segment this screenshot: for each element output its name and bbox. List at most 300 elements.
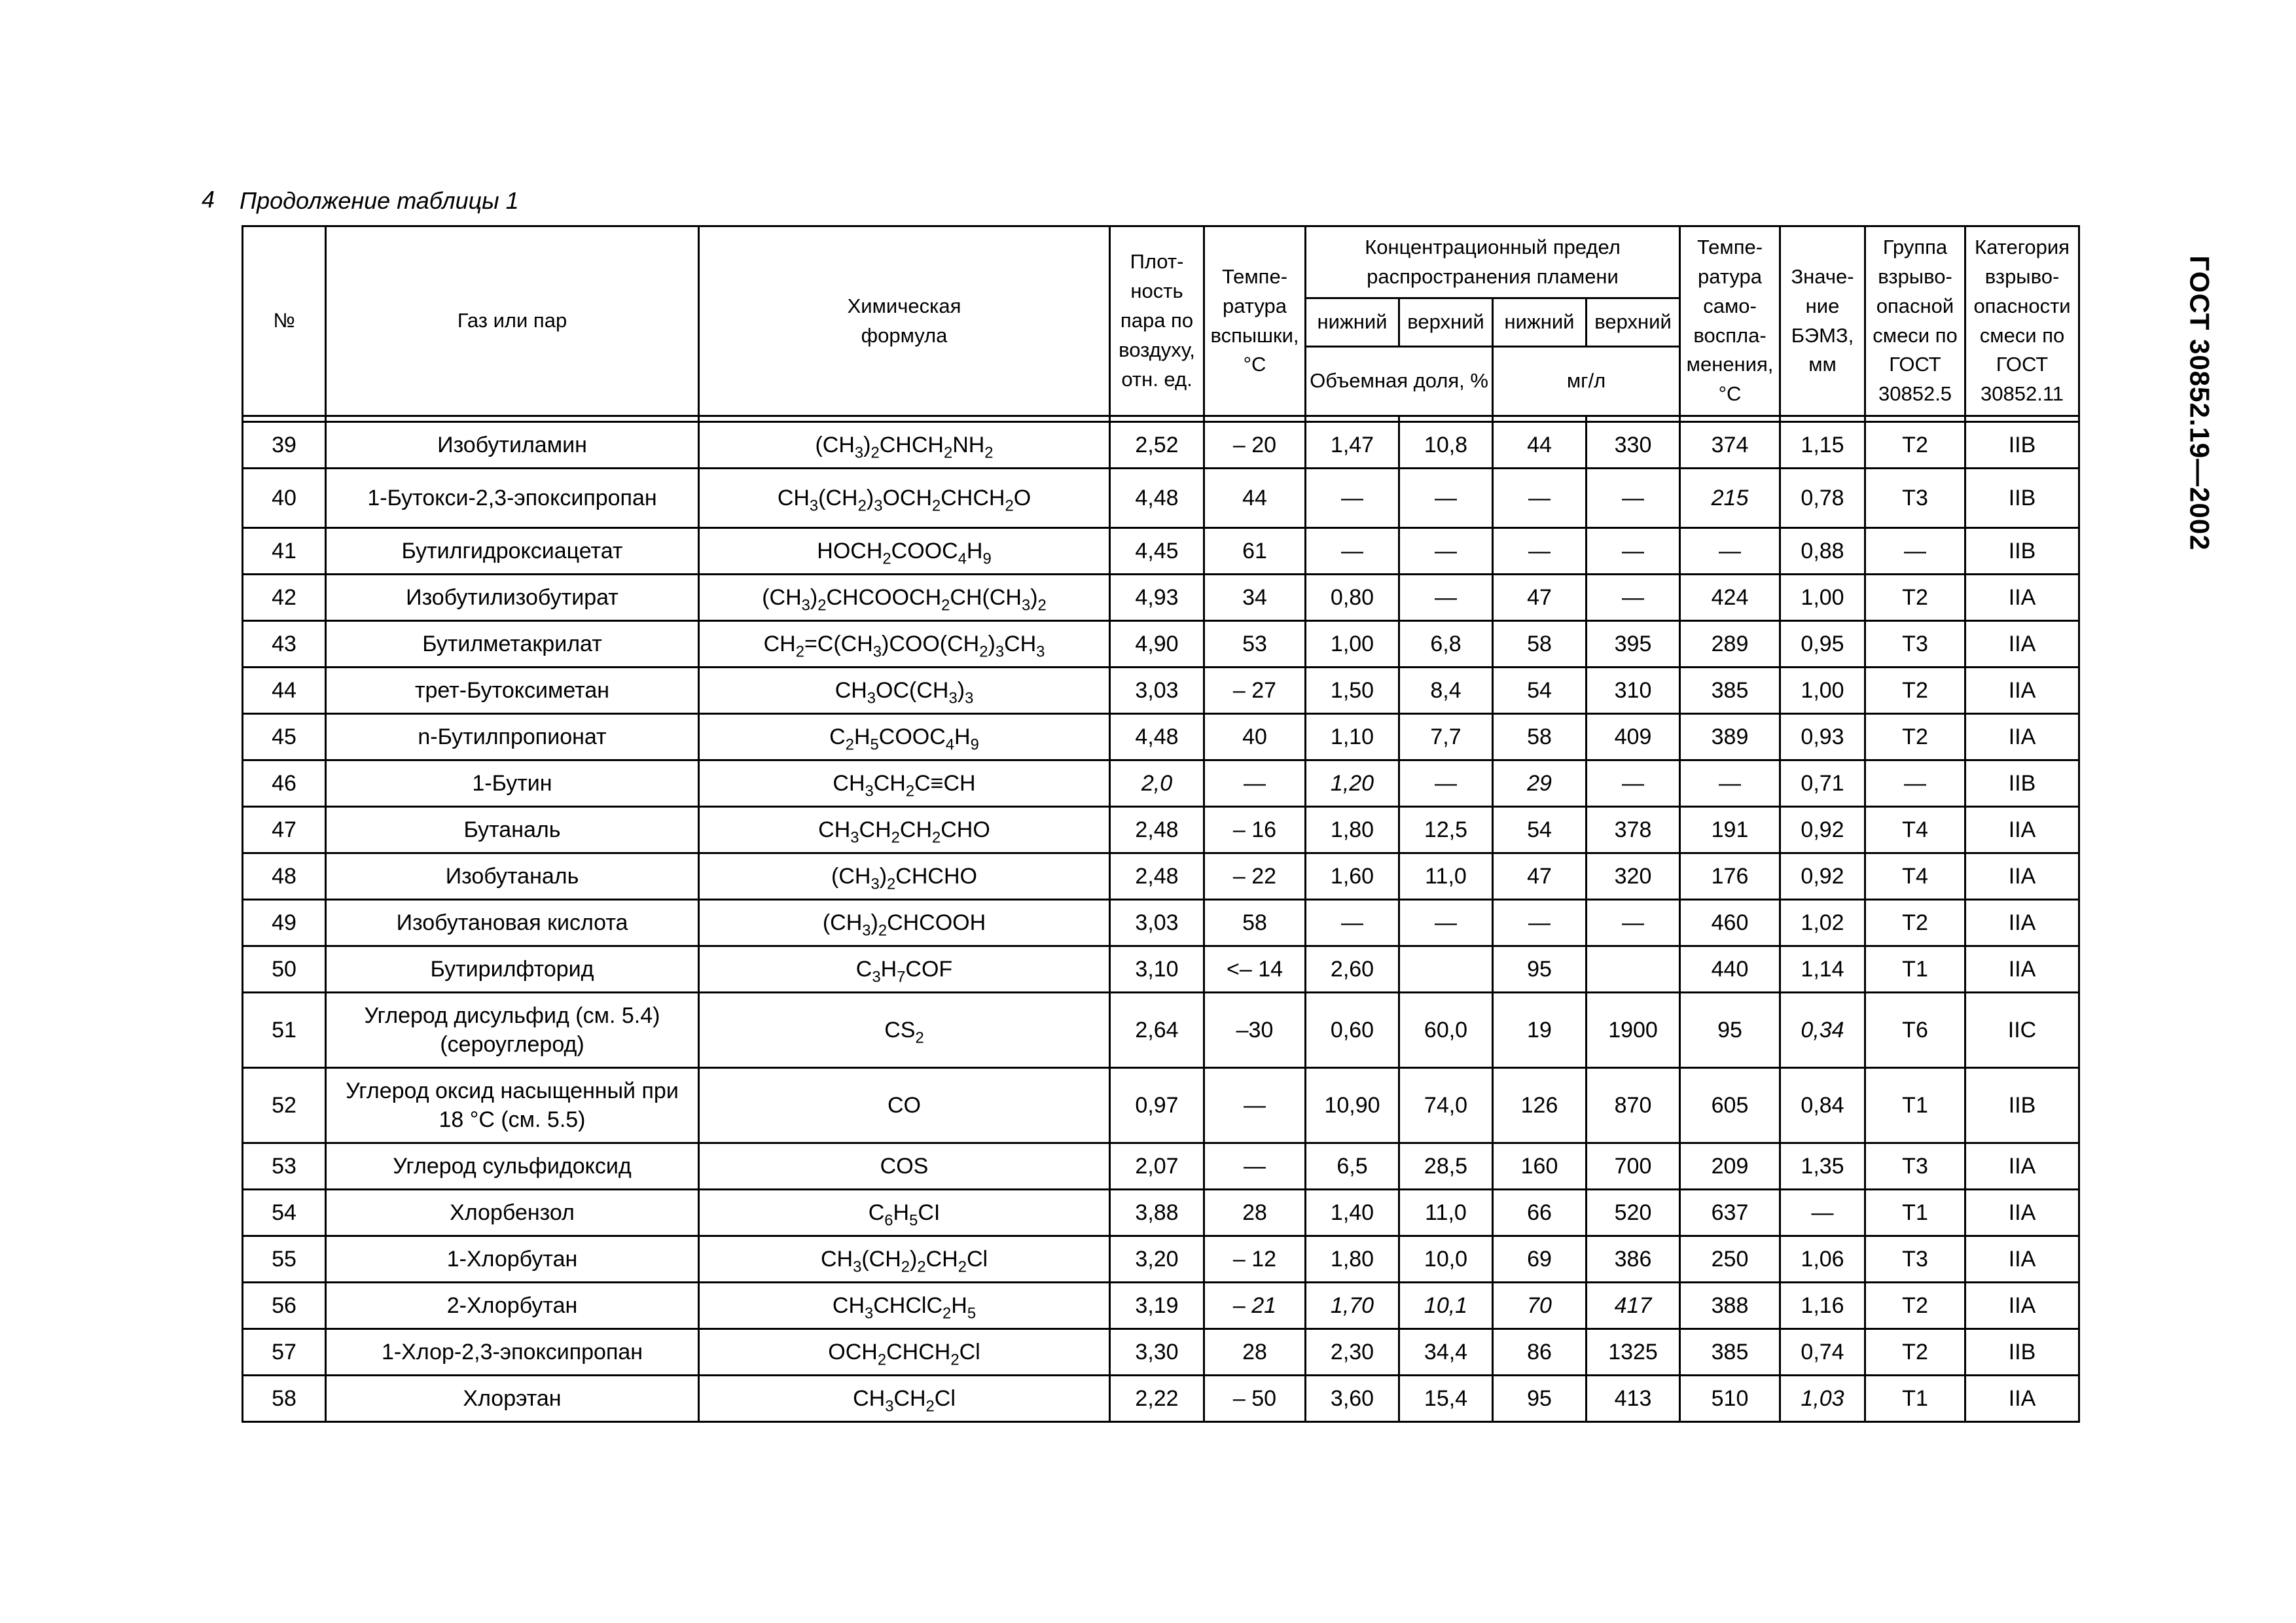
cell-density: 3,88 bbox=[1110, 1190, 1204, 1236]
cell-num: 52 bbox=[243, 1068, 326, 1143]
table-body bbox=[243, 416, 2079, 1422]
table-row bbox=[243, 900, 2079, 946]
cell-formula: $HOCH_2COOC_4H_9$ bbox=[699, 528, 1110, 575]
cell-formula: $CH_3CH_2C\equiv CH$ bbox=[699, 760, 1110, 807]
cell-mg-low: 69 bbox=[1493, 1236, 1587, 1283]
cell-num: 54 bbox=[243, 1190, 326, 1236]
cell-vol-high: — bbox=[1399, 528, 1493, 575]
cell-autoign: 374 bbox=[1680, 422, 1780, 469]
cell-bemz: 0,74 bbox=[1780, 1329, 1865, 1376]
cell-density: 3,03 bbox=[1110, 900, 1204, 946]
cell-density: 2,64 bbox=[1110, 993, 1204, 1068]
cell-name: Бутаналь bbox=[326, 807, 699, 853]
cell-autoign: 209 bbox=[1680, 1143, 1780, 1190]
cell-vol-low: 1,20 bbox=[1306, 760, 1399, 807]
cell-name: 1-Бутин bbox=[326, 760, 699, 807]
cell-autoign: 460 bbox=[1680, 900, 1780, 946]
cell-vol-low: — bbox=[1306, 528, 1399, 575]
cell-autoign: 605 bbox=[1680, 1068, 1780, 1143]
cell-density: 0,97 bbox=[1110, 1068, 1204, 1143]
header-vol-lower: нижний bbox=[1306, 298, 1399, 347]
cell-num: 46 bbox=[243, 760, 326, 807]
cell-group: — bbox=[1865, 528, 1965, 575]
cell-flash: <– 14 bbox=[1204, 946, 1306, 993]
cell-bemz: 0,92 bbox=[1780, 807, 1865, 853]
header-flash-point: Темпе-ратура вспышки, °С bbox=[1204, 226, 1306, 416]
cell-name: Бутилгидроксиацетат bbox=[326, 528, 699, 575]
cell-group: T1 bbox=[1865, 1068, 1965, 1143]
cell-vol-low: — bbox=[1306, 469, 1399, 528]
cell-autoign: 289 bbox=[1680, 621, 1780, 668]
cell-name: Изобутановая кислота bbox=[326, 900, 699, 946]
cell-vol-high: — bbox=[1399, 900, 1493, 946]
table-row bbox=[243, 528, 2079, 575]
cell-bemz: 1,02 bbox=[1780, 900, 1865, 946]
cell-flash: 40 bbox=[1204, 714, 1306, 760]
header-group: Группа взрыво-опасной смеси по ГОСТ 30852.5 bbox=[1865, 226, 1965, 416]
cell-num: 56 bbox=[243, 1283, 326, 1329]
cell-formula: $OCH_2CHCH_2Cl$ bbox=[699, 1329, 1110, 1376]
cell-num: 44 bbox=[243, 668, 326, 714]
cell-bemz: 0,78 bbox=[1780, 469, 1865, 528]
separator-cell bbox=[1306, 416, 1399, 422]
cell-num: 42 bbox=[243, 575, 326, 621]
cell-mg-high: — bbox=[1587, 900, 1680, 946]
table-row bbox=[243, 1376, 2079, 1422]
cell-bemz: 1,15 bbox=[1780, 422, 1865, 469]
cell-bemz: 0,88 bbox=[1780, 528, 1865, 575]
cell-density: 4,90 bbox=[1110, 621, 1204, 668]
cell-flash: — bbox=[1204, 1143, 1306, 1190]
cell-name: Изобутаналь bbox=[326, 853, 699, 900]
cell-flash: – 27 bbox=[1204, 668, 1306, 714]
cell-bemz: 0,95 bbox=[1780, 621, 1865, 668]
cell-group: T2 bbox=[1865, 900, 1965, 946]
header-autoignition: Темпе-ратура само-воспла-менения, °С bbox=[1680, 226, 1780, 416]
cell-flash: – 50 bbox=[1204, 1376, 1306, 1422]
cell-bemz: 1,00 bbox=[1780, 575, 1865, 621]
cell-vol-high: 7,7 bbox=[1399, 714, 1493, 760]
cell-bemz: 1,14 bbox=[1780, 946, 1865, 993]
cell-mg-low: 66 bbox=[1493, 1190, 1587, 1236]
cell-mg-low: 95 bbox=[1493, 946, 1587, 993]
cell-category: IIA bbox=[1965, 575, 2079, 621]
cell-formula: $(CH_3)_2CHCOOCH_2CH(CH_3)_2$ bbox=[699, 575, 1110, 621]
cell-formula: $C_2H_5COOC_4H_9$ bbox=[699, 714, 1110, 760]
header-mg-upper: верхний bbox=[1587, 298, 1680, 347]
cell-mg-low: 54 bbox=[1493, 807, 1587, 853]
cell-mg-high: 386 bbox=[1587, 1236, 1680, 1283]
cell-vol-low: 10,90 bbox=[1306, 1068, 1399, 1143]
cell-flash: – 20 bbox=[1204, 422, 1306, 469]
table-row bbox=[243, 946, 2079, 993]
cell-name: Хлорбензол bbox=[326, 1190, 699, 1236]
table-row bbox=[243, 422, 2079, 469]
cell-mg-high: 330 bbox=[1587, 422, 1680, 469]
cell-group: T6 bbox=[1865, 993, 1965, 1068]
cell-mg-high: 320 bbox=[1587, 853, 1680, 900]
header-formula: Химическая формула bbox=[699, 226, 1110, 416]
cell-group: T1 bbox=[1865, 1190, 1965, 1236]
separator-cell bbox=[1204, 416, 1306, 422]
cell-autoign: 385 bbox=[1680, 1329, 1780, 1376]
table-header bbox=[243, 226, 2079, 416]
cell-formula: $(CH_3)_2CHCH_2NH_2$ bbox=[699, 422, 1110, 469]
cell-group: T2 bbox=[1865, 714, 1965, 760]
cell-flash: 28 bbox=[1204, 1329, 1306, 1376]
cell-mg-high: 395 bbox=[1587, 621, 1680, 668]
cell-vol-high: 74,0 bbox=[1399, 1068, 1493, 1143]
cell-vol-high bbox=[1399, 946, 1493, 993]
table-row bbox=[243, 1143, 2079, 1190]
cell-num: 41 bbox=[243, 528, 326, 575]
cell-category: IIA bbox=[1965, 1283, 2079, 1329]
separator-cell bbox=[699, 416, 1110, 422]
cell-vol-low: 1,70 bbox=[1306, 1283, 1399, 1329]
table-row bbox=[243, 575, 2079, 621]
cell-flash: – 12 bbox=[1204, 1236, 1306, 1283]
cell-group: T4 bbox=[1865, 807, 1965, 853]
cell-name: трет-Бутоксиметан bbox=[326, 668, 699, 714]
separator-cell bbox=[1493, 416, 1587, 422]
cell-group: T3 bbox=[1865, 469, 1965, 528]
cell-flash: 34 bbox=[1204, 575, 1306, 621]
cell-vol-low: 2,30 bbox=[1306, 1329, 1399, 1376]
cell-density: 2,07 bbox=[1110, 1143, 1204, 1190]
separator-cell bbox=[1965, 416, 2079, 422]
cell-formula: $(CH_3)_2CHCOOH$ bbox=[699, 900, 1110, 946]
cell-bemz: 0,71 bbox=[1780, 760, 1865, 807]
cell-group: T2 bbox=[1865, 1283, 1965, 1329]
cell-vol-low: 1,47 bbox=[1306, 422, 1399, 469]
table-row bbox=[243, 1236, 2079, 1283]
cell-group: T1 bbox=[1865, 946, 1965, 993]
separator-cell bbox=[1680, 416, 1780, 422]
cell-mg-low: — bbox=[1493, 528, 1587, 575]
cell-mg-high: — bbox=[1587, 528, 1680, 575]
table-continuation-caption: Продолжение таблицы 1 bbox=[240, 187, 519, 214]
cell-autoign: 510 bbox=[1680, 1376, 1780, 1422]
cell-mg-low: 58 bbox=[1493, 621, 1587, 668]
cell-mg-high: 417 bbox=[1587, 1283, 1680, 1329]
table-row bbox=[243, 621, 2079, 668]
cell-density: 4,45 bbox=[1110, 528, 1204, 575]
cell-category: IIB bbox=[1965, 469, 2079, 528]
cell-num: 55 bbox=[243, 1236, 326, 1283]
table-row bbox=[243, 668, 2079, 714]
cell-category: IIA bbox=[1965, 853, 2079, 900]
cell-vol-high: — bbox=[1399, 575, 1493, 621]
cell-category: IIC bbox=[1965, 993, 2079, 1068]
cell-flash: – 22 bbox=[1204, 853, 1306, 900]
cell-group: T2 bbox=[1865, 575, 1965, 621]
cell-formula: $CH_3OC(CH_3)_3$ bbox=[699, 668, 1110, 714]
cell-name: Углерод оксид насыщенный при 18 °С (см. 5.5) bbox=[326, 1068, 699, 1143]
cell-name: Углерод сульфидоксид bbox=[326, 1143, 699, 1190]
header-vol-upper: верхний bbox=[1399, 298, 1493, 347]
cell-name: Изобутилизобутират bbox=[326, 575, 699, 621]
cell-density: 4,93 bbox=[1110, 575, 1204, 621]
separator-cell bbox=[1399, 416, 1493, 422]
cell-category: IIA bbox=[1965, 1376, 2079, 1422]
cell-num: 47 bbox=[243, 807, 326, 853]
cell-formula: $(CH_3)_2CHCHO$ bbox=[699, 853, 1110, 900]
cell-num: 43 bbox=[243, 621, 326, 668]
cell-formula: $CH_3CH_2Cl$ bbox=[699, 1376, 1110, 1422]
cell-category: IIB bbox=[1965, 1068, 2079, 1143]
document-code bbox=[2172, 194, 2228, 613]
cell-mg-low: 47 bbox=[1493, 575, 1587, 621]
cell-name: Хлорэтан bbox=[326, 1376, 699, 1422]
cell-num: 50 bbox=[243, 946, 326, 993]
cell-autoign: 176 bbox=[1680, 853, 1780, 900]
cell-mg-low: — bbox=[1493, 900, 1587, 946]
cell-vol-high: 34,4 bbox=[1399, 1329, 1493, 1376]
cell-autoign: 191 bbox=[1680, 807, 1780, 853]
cell-category: IIA bbox=[1965, 807, 2079, 853]
cell-category: IIA bbox=[1965, 621, 2079, 668]
cell-mg-high: 310 bbox=[1587, 668, 1680, 714]
cell-flash: — bbox=[1204, 1068, 1306, 1143]
cell-num: 49 bbox=[243, 900, 326, 946]
cell-flash: 28 bbox=[1204, 1190, 1306, 1236]
cell-density: 3,19 bbox=[1110, 1283, 1204, 1329]
cell-mg-low: 44 bbox=[1493, 422, 1587, 469]
cell-density: 2,52 bbox=[1110, 422, 1204, 469]
table-row bbox=[243, 714, 2079, 760]
cell-bemz: 1,35 bbox=[1780, 1143, 1865, 1190]
cell-mg-high: — bbox=[1587, 760, 1680, 807]
document-code-text: ГОСТ 30852.19—2002 bbox=[2185, 255, 2215, 551]
header-mg-lower: нижний bbox=[1493, 298, 1587, 347]
cell-vol-high: 60,0 bbox=[1399, 993, 1493, 1068]
separator-cell bbox=[1780, 416, 1865, 422]
cell-vol-high: 28,5 bbox=[1399, 1143, 1493, 1190]
cell-group: T3 bbox=[1865, 1143, 1965, 1190]
cell-num: 57 bbox=[243, 1329, 326, 1376]
cell-num: 48 bbox=[243, 853, 326, 900]
cell-mg-high: 870 bbox=[1587, 1068, 1680, 1143]
cell-num: 58 bbox=[243, 1376, 326, 1422]
cell-category: IIA bbox=[1965, 900, 2079, 946]
cell-num: 45 bbox=[243, 714, 326, 760]
cell-autoign: — bbox=[1680, 528, 1780, 575]
cell-name: Бутирилфторид bbox=[326, 946, 699, 993]
cell-vol-high: 10,0 bbox=[1399, 1236, 1493, 1283]
cell-formula: $CH_3(CH_2)_3OCH_2CHCH_2O$ bbox=[699, 469, 1110, 528]
cell-flash: –30 bbox=[1204, 993, 1306, 1068]
cell-density: 2,22 bbox=[1110, 1376, 1204, 1422]
cell-bemz: — bbox=[1780, 1190, 1865, 1236]
cell-name: n-Бутилпропионат bbox=[326, 714, 699, 760]
cell-vol-high: 11,0 bbox=[1399, 1190, 1493, 1236]
cell-autoign: 637 bbox=[1680, 1190, 1780, 1236]
table-row bbox=[243, 1283, 2079, 1329]
cell-mg-low: 126 bbox=[1493, 1068, 1587, 1143]
cell-formula: $CH_3CH_2CH_2CHO$ bbox=[699, 807, 1110, 853]
cell-mg-high: 1325 bbox=[1587, 1329, 1680, 1376]
cell-autoign: 440 bbox=[1680, 946, 1780, 993]
cell-density: 4,48 bbox=[1110, 714, 1204, 760]
cell-density: 4,48 bbox=[1110, 469, 1204, 528]
cell-density: 2,0 bbox=[1110, 760, 1204, 807]
cell-formula: $CH_2=C(CH_3)COO(CH_2)_3CH_3$ bbox=[699, 621, 1110, 668]
table-row bbox=[243, 760, 2079, 807]
header-density: Плот-ность пара по воздуху, отн. ед. bbox=[1110, 226, 1204, 416]
cell-autoign: 424 bbox=[1680, 575, 1780, 621]
cell-vol-high: 15,4 bbox=[1399, 1376, 1493, 1422]
cell-density: 3,30 bbox=[1110, 1329, 1204, 1376]
cell-category: IIA bbox=[1965, 946, 2079, 993]
cell-bemz: 1,06 bbox=[1780, 1236, 1865, 1283]
cell-vol-low: 1,40 bbox=[1306, 1190, 1399, 1236]
cell-name: Изобутиламин bbox=[326, 422, 699, 469]
cell-mg-high: 413 bbox=[1587, 1376, 1680, 1422]
header-volume-fraction: Объемная доля, % bbox=[1306, 347, 1493, 416]
cell-flash: 61 bbox=[1204, 528, 1306, 575]
cell-density: 3,20 bbox=[1110, 1236, 1204, 1283]
cell-vol-high: 8,4 bbox=[1399, 668, 1493, 714]
header-category: Категория взрыво-опасности смеси по ГОСТ 30852.11 bbox=[1965, 226, 2079, 416]
cell-bemz: 1,16 bbox=[1780, 1283, 1865, 1329]
cell-category: IIB bbox=[1965, 528, 2079, 575]
cell-vol-low: 6,5 bbox=[1306, 1143, 1399, 1190]
cell-mg-low: 29 bbox=[1493, 760, 1587, 807]
cell-vol-low: 2,60 bbox=[1306, 946, 1399, 993]
cell-density: 3,10 bbox=[1110, 946, 1204, 993]
cell-flash: — bbox=[1204, 760, 1306, 807]
cell-bemz: 0,93 bbox=[1780, 714, 1865, 760]
header-separator bbox=[243, 416, 2079, 422]
cell-name: 2-Хлорбутан bbox=[326, 1283, 699, 1329]
cell-name: Бутилметакрилат bbox=[326, 621, 699, 668]
cell-mg-low: 54 bbox=[1493, 668, 1587, 714]
header-name: Газ или пар bbox=[326, 226, 699, 416]
header-num: № bbox=[243, 226, 326, 416]
cell-flash: – 21 bbox=[1204, 1283, 1306, 1329]
cell-vol-high: 12,5 bbox=[1399, 807, 1493, 853]
table-row bbox=[243, 1068, 2079, 1143]
cell-mg-high: 1900 bbox=[1587, 993, 1680, 1068]
cell-flash: 44 bbox=[1204, 469, 1306, 528]
cell-group: T3 bbox=[1865, 1236, 1965, 1283]
cell-name: Углерод дисульфид (см. 5.4) (сероуглерод) bbox=[326, 993, 699, 1068]
cell-vol-high: — bbox=[1399, 469, 1493, 528]
cell-formula: $C_6H_5CI$ bbox=[699, 1190, 1110, 1236]
cell-name: 1-Хлорбутан bbox=[326, 1236, 699, 1283]
cell-vol-high: 10,1 bbox=[1399, 1283, 1493, 1329]
cell-vol-high: 11,0 bbox=[1399, 853, 1493, 900]
cell-mg-high: 378 bbox=[1587, 807, 1680, 853]
cell-bemz: 0,34 bbox=[1780, 993, 1865, 1068]
cell-autoign: — bbox=[1680, 760, 1780, 807]
cell-bemz: 0,92 bbox=[1780, 853, 1865, 900]
separator-cell bbox=[1110, 416, 1204, 422]
cell-autoign: 250 bbox=[1680, 1236, 1780, 1283]
cell-autoign: 385 bbox=[1680, 668, 1780, 714]
cell-formula: CO bbox=[699, 1068, 1110, 1143]
cell-mg-low: 95 bbox=[1493, 1376, 1587, 1422]
cell-formula: $CH_3(CH_2)_2CH_2Cl$ bbox=[699, 1236, 1110, 1283]
cell-vol-high: 6,8 bbox=[1399, 621, 1493, 668]
table-row bbox=[243, 853, 2079, 900]
cell-group: — bbox=[1865, 760, 1965, 807]
cell-category: IIA bbox=[1965, 714, 2079, 760]
cell-group: T2 bbox=[1865, 668, 1965, 714]
cell-flash: 58 bbox=[1204, 900, 1306, 946]
cell-mg-low: 19 bbox=[1493, 993, 1587, 1068]
cell-category: IIA bbox=[1965, 1236, 2079, 1283]
table-row bbox=[243, 1329, 2079, 1376]
cell-category: IIA bbox=[1965, 1190, 2079, 1236]
cell-vol-low: 0,60 bbox=[1306, 993, 1399, 1068]
cell-mg-low: — bbox=[1493, 469, 1587, 528]
cell-num: 39 bbox=[243, 422, 326, 469]
cell-formula: COS bbox=[699, 1143, 1110, 1190]
page-number: 4 bbox=[202, 186, 215, 213]
cell-category: IIB bbox=[1965, 1329, 2079, 1376]
cell-group: T2 bbox=[1865, 422, 1965, 469]
cell-vol-low: 1,10 bbox=[1306, 714, 1399, 760]
cell-mg-low: 86 bbox=[1493, 1329, 1587, 1376]
cell-autoign: 95 bbox=[1680, 993, 1780, 1068]
cell-flash: 53 bbox=[1204, 621, 1306, 668]
cell-density: 3,03 bbox=[1110, 668, 1204, 714]
cell-vol-low: 0,80 bbox=[1306, 575, 1399, 621]
data-table bbox=[242, 225, 2080, 1423]
cell-mg-high: 520 bbox=[1587, 1190, 1680, 1236]
header-concentration-limit: Концентрационный предел распространения пламени bbox=[1306, 226, 1680, 298]
cell-formula: $CS_2$ bbox=[699, 993, 1110, 1068]
header-mg-per-l: мг/л bbox=[1493, 347, 1680, 416]
cell-mg-high: — bbox=[1587, 575, 1680, 621]
cell-num: 40 bbox=[243, 469, 326, 528]
cell-vol-low: — bbox=[1306, 900, 1399, 946]
cell-num: 53 bbox=[243, 1143, 326, 1190]
cell-name: 1-Хлор-2,3-эпоксипропан bbox=[326, 1329, 699, 1376]
cell-autoign: 388 bbox=[1680, 1283, 1780, 1329]
cell-vol-low: 1,60 bbox=[1306, 853, 1399, 900]
table-row bbox=[243, 1190, 2079, 1236]
cell-mg-high: 409 bbox=[1587, 714, 1680, 760]
separator-cell bbox=[1587, 416, 1680, 422]
cell-mg-high bbox=[1587, 946, 1680, 993]
cell-mg-low: 58 bbox=[1493, 714, 1587, 760]
cell-vol-high: — bbox=[1399, 760, 1493, 807]
table-row bbox=[243, 993, 2079, 1068]
cell-group: T3 bbox=[1865, 621, 1965, 668]
cell-formula: $CH_3CHClC_2H_5$ bbox=[699, 1283, 1110, 1329]
cell-vol-low: 3,60 bbox=[1306, 1376, 1399, 1422]
cell-autoign: 215 bbox=[1680, 469, 1780, 528]
cell-vol-low: 1,80 bbox=[1306, 1236, 1399, 1283]
cell-flash: – 16 bbox=[1204, 807, 1306, 853]
cell-vol-low: 1,50 bbox=[1306, 668, 1399, 714]
cell-vol-high: 10,8 bbox=[1399, 422, 1493, 469]
cell-mg-high: 700 bbox=[1587, 1143, 1680, 1190]
cell-autoign: 389 bbox=[1680, 714, 1780, 760]
cell-density: 2,48 bbox=[1110, 807, 1204, 853]
cell-group: T2 bbox=[1865, 1329, 1965, 1376]
table-row bbox=[243, 469, 2079, 528]
cell-mg-low: 160 bbox=[1493, 1143, 1587, 1190]
cell-mg-low: 70 bbox=[1493, 1283, 1587, 1329]
cell-category: IIA bbox=[1965, 1143, 2079, 1190]
cell-group: T4 bbox=[1865, 853, 1965, 900]
separator-cell bbox=[243, 416, 326, 422]
cell-formula: $C_3H_7COF$ bbox=[699, 946, 1110, 993]
cell-name: 1-Бутокси-2,3-эпоксипропан bbox=[326, 469, 699, 528]
